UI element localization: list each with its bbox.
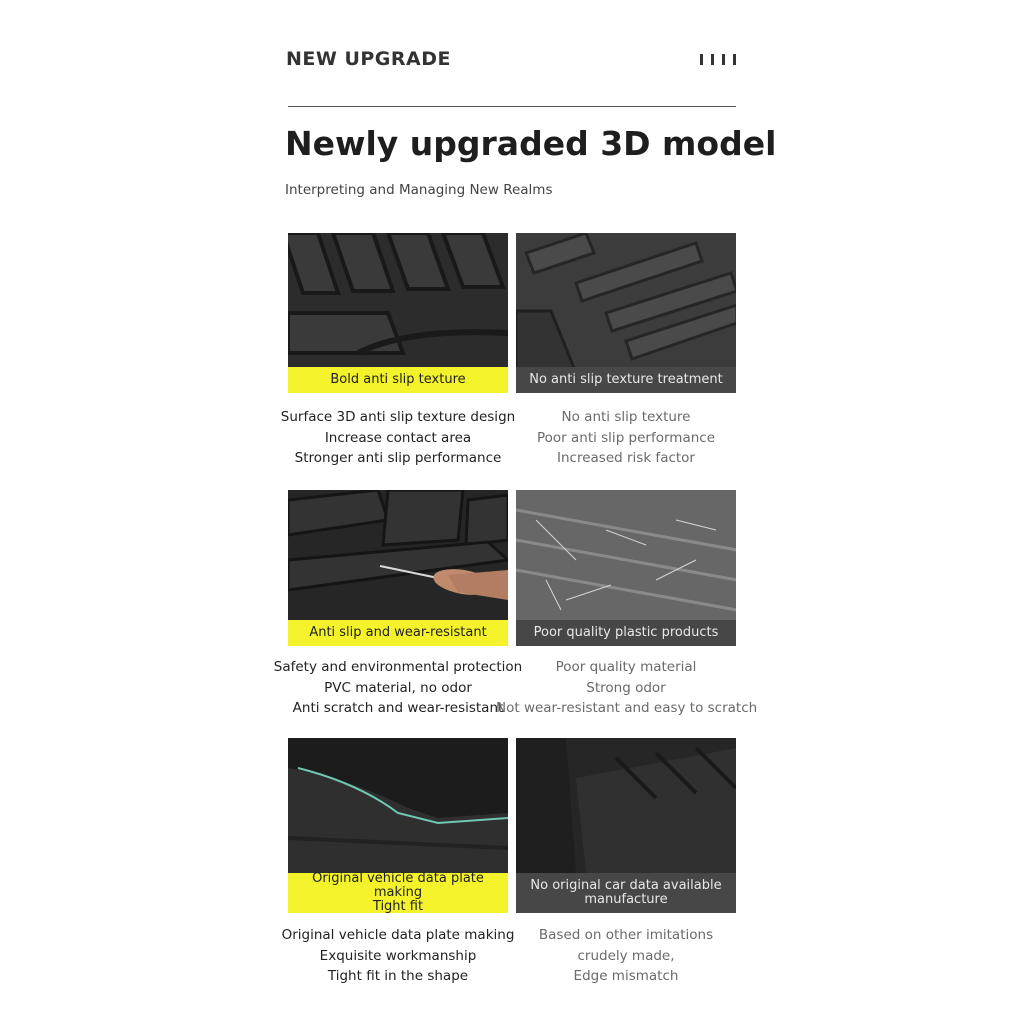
caption: Anti slip and wear-resistant (288, 620, 508, 646)
good-texture-image (288, 233, 508, 393)
caption: No anti slip texture treatment (516, 367, 736, 393)
page-subtitle: Interpreting and Managing New Realms (285, 182, 553, 198)
caption: Poor quality plastic products (516, 620, 736, 646)
good-wear-image (288, 490, 508, 646)
bad-description: Based on other imitations crudely made, Edge mismatch (538, 927, 714, 984)
good-description: Original vehicle data plate making Exquisite workmanship Tight fit in the shape (281, 927, 515, 984)
page-title: Newly upgraded 3D model (285, 124, 777, 163)
good-description: Safety and environmental protection PVC material, no odor Anti scratch and wear-resistant (273, 659, 523, 716)
divider (288, 106, 736, 107)
good-description: Surface 3D anti slip texture design Increase contact area Stronger anti slip performance (280, 409, 516, 466)
caption: No original car data available manufacture (516, 873, 736, 913)
good-fit-image (288, 738, 508, 913)
caption: Bold anti slip texture (288, 367, 508, 393)
bad-description: No anti slip texture Poor anti slip performance Increased risk factor (536, 409, 716, 466)
section-label: NEW UPGRADE (286, 48, 451, 70)
bad-wear-image (516, 490, 736, 646)
bad-texture-image (516, 233, 736, 393)
bad-fit-image (516, 738, 736, 913)
decorative-ticks (700, 54, 740, 66)
bad-description: Poor quality material Strong odor Not wear-resistant and easy to scratch (496, 659, 758, 716)
caption: Original vehicle data plate making Tight fit (288, 873, 508, 913)
